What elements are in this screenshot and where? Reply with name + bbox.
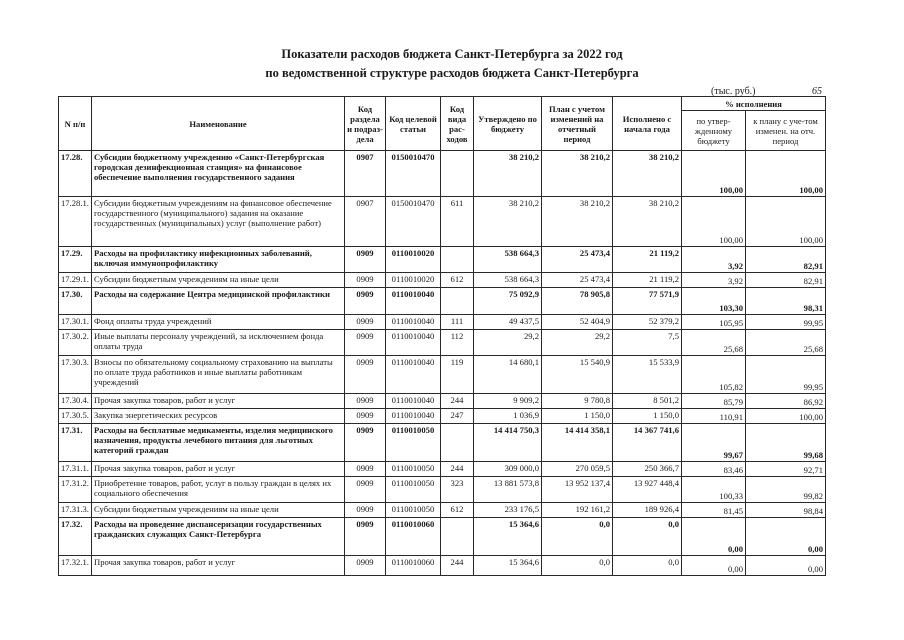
header-name: Наименование	[92, 97, 345, 151]
header-pct-budget: по утвер-жденному бюджету	[682, 111, 746, 151]
row-number: 17.30.5.	[59, 409, 92, 424]
row-pct-budget: 81,45	[682, 503, 746, 518]
row-expense-type: 111	[441, 315, 474, 330]
row-section-code: 0907	[345, 151, 386, 197]
row-executed: 52 379,2	[613, 315, 682, 330]
row-plan: 25 473,4	[542, 247, 613, 273]
row-target-code: 0110010040	[386, 330, 441, 356]
row-pct-plan: 100,00	[746, 151, 826, 197]
row-expense-type: 612	[441, 503, 474, 518]
row-expense-type	[441, 288, 474, 315]
row-executed: 189 926,4	[613, 503, 682, 518]
row-pct-plan: 0,00	[746, 518, 826, 556]
row-executed: 77 571,9	[613, 288, 682, 315]
row-expense-type	[441, 518, 474, 556]
document-title-line-2: по ведомственной структуре расходов бюджета Санкт-Петербурга	[265, 66, 639, 80]
row-pct-plan: 0,00	[746, 556, 826, 576]
row-pct-plan: 82,91	[746, 247, 826, 273]
row-expense-type	[441, 424, 474, 462]
row-target-code: 0150010470	[386, 197, 441, 247]
row-target-code: 0110010060	[386, 518, 441, 556]
row-number: 17.31.	[59, 424, 92, 462]
row-pct-budget: 85,79	[682, 394, 746, 409]
row-pct-plan: 86,92	[746, 394, 826, 409]
row-expense-type	[441, 151, 474, 197]
row-name: Расходы на проведение диспансеризации государственных гражданских служащих Санкт-Петербурга	[92, 518, 345, 556]
table-row	[59, 151, 826, 197]
row-section-code: 0909	[345, 503, 386, 518]
row-name: Закупка энергетических ресурсов	[92, 409, 345, 424]
table-row	[59, 462, 826, 477]
table-row	[59, 518, 826, 556]
row-plan: 1 150,0	[542, 409, 613, 424]
row-section-code: 0909	[345, 288, 386, 315]
row-number: 17.28.1.	[59, 197, 92, 247]
row-approved: 38 210,2	[474, 197, 542, 247]
table-row	[59, 409, 826, 424]
table-row	[59, 315, 826, 330]
row-approved: 1 036,9	[474, 409, 542, 424]
row-executed: 13 927 448,4	[613, 477, 682, 503]
row-name: Фонд оплаты труда учреждений	[92, 315, 345, 330]
row-approved: 29,2	[474, 330, 542, 356]
row-number: 17.31.3.	[59, 503, 92, 518]
row-name: Взносы по обязательному социальному страхованию на выплаты по оплате труда работников и иные выплаты работникам учреждений	[92, 356, 345, 394]
row-name: Прочая закупка товаров, работ и услуг	[92, 556, 345, 576]
row-pct-plan: 99,95	[746, 356, 826, 394]
header-plan: План с учетом изменений на отчетный период	[542, 97, 613, 151]
table-row	[59, 330, 826, 356]
table-row	[59, 477, 826, 503]
row-pct-budget: 25,68	[682, 330, 746, 356]
row-approved: 38 210,2	[474, 151, 542, 197]
row-approved: 9 909,2	[474, 394, 542, 409]
row-pct-budget: 3,92	[682, 273, 746, 288]
table-body	[59, 151, 826, 576]
row-section-code: 0909	[345, 356, 386, 394]
row-pct-plan: 92,71	[746, 462, 826, 477]
row-executed: 0,0	[613, 518, 682, 556]
row-name: Прочая закупка товаров, работ и услуг	[92, 394, 345, 409]
table-row	[59, 394, 826, 409]
row-target-code: 0110010040	[386, 315, 441, 330]
row-section-code: 0909	[345, 394, 386, 409]
row-pct-budget: 105,95	[682, 315, 746, 330]
row-expense-type: 119	[441, 356, 474, 394]
row-number: 17.31.1.	[59, 462, 92, 477]
row-section-code: 0909	[345, 273, 386, 288]
row-target-code: 0110010040	[386, 394, 441, 409]
row-executed: 21 119,2	[613, 247, 682, 273]
unit-label: (тыс. руб.)	[711, 86, 756, 97]
table-row	[59, 424, 826, 462]
row-plan: 38 210,2	[542, 151, 613, 197]
row-name: Субсидии бюджетным учреждениям на иные цели	[92, 273, 345, 288]
header-expense-type-code: Код вида рас-ходов	[441, 97, 474, 151]
row-pct-budget: 100,00	[682, 197, 746, 247]
row-plan: 13 952 137,4	[542, 477, 613, 503]
row-number: 17.30.	[59, 288, 92, 315]
table-row	[59, 273, 826, 288]
row-expense-type: 244	[441, 394, 474, 409]
row-section-code: 0909	[345, 477, 386, 503]
row-pct-plan: 98,84	[746, 503, 826, 518]
row-name: Субсидии бюджетным учреждениям на иные цели	[92, 503, 345, 518]
row-approved: 538 664,3	[474, 273, 542, 288]
row-approved: 49 437,5	[474, 315, 542, 330]
row-pct-plan: 25,68	[746, 330, 826, 356]
header-executed: Исполнено с начала года	[613, 97, 682, 151]
row-name: Приобретение товаров, работ, услуг в пользу граждан в целях их социального обеспечения	[92, 477, 345, 503]
row-approved: 233 176,5	[474, 503, 542, 518]
row-name: Субсидии бюджетным учреждениям на финансовое обеспечение государственного (муниципального) задания на оказание государственных (муниципальных) услуг (выполнение работ)	[92, 197, 345, 247]
row-executed: 21 119,2	[613, 273, 682, 288]
row-plan: 15 540,9	[542, 356, 613, 394]
row-target-code: 0110010050	[386, 477, 441, 503]
row-target-code: 0110010040	[386, 409, 441, 424]
table-row	[59, 356, 826, 394]
row-target-code: 0110010040	[386, 356, 441, 394]
row-executed: 0,0	[613, 556, 682, 576]
header-approved: Утверждено по бюджету	[474, 97, 542, 151]
row-approved: 538 664,3	[474, 247, 542, 273]
row-number: 17.29.1.	[59, 273, 92, 288]
row-plan: 0,0	[542, 518, 613, 556]
table-row	[59, 288, 826, 315]
row-name: Субсидии бюджетному учреждению «Санкт-Петербургская городская дезинфекционная станция» на финансовое обеспечение выполнения государственного задания	[92, 151, 345, 197]
row-pct-plan: 98,31	[746, 288, 826, 315]
row-name: Расходы на бесплатные медикаменты, изделия медицинского назначения, продукты лечебного питания для льготных категорий граждан	[92, 424, 345, 462]
row-section-code: 0909	[345, 462, 386, 477]
row-pct-plan: 99,95	[746, 315, 826, 330]
row-plan: 9 780,8	[542, 394, 613, 409]
row-number: 17.30.1.	[59, 315, 92, 330]
row-number: 17.30.2.	[59, 330, 92, 356]
row-name: Расходы на содержание Центра медицинской профилактики	[92, 288, 345, 315]
table-row	[59, 247, 826, 273]
row-target-code: 0110010050	[386, 462, 441, 477]
row-target-code: 0110010020	[386, 247, 441, 273]
row-pct-budget: 83,46	[682, 462, 746, 477]
row-target-code: 0150010470	[386, 151, 441, 197]
row-approved: 15 364,6	[474, 518, 542, 556]
row-executed: 7,5	[613, 330, 682, 356]
row-number: 17.28.	[59, 151, 92, 197]
row-approved: 14 414 750,3	[474, 424, 542, 462]
row-section-code: 0909	[345, 315, 386, 330]
row-plan: 78 905,8	[542, 288, 613, 315]
row-approved: 13 881 573,8	[474, 477, 542, 503]
row-pct-plan: 100,00	[746, 197, 826, 247]
row-approved: 15 364,6	[474, 556, 542, 576]
row-section-code: 0909	[345, 424, 386, 462]
row-plan: 38 210,2	[542, 197, 613, 247]
row-expense-type: 247	[441, 409, 474, 424]
row-pct-budget: 3,92	[682, 247, 746, 273]
row-target-code: 0110010040	[386, 288, 441, 315]
row-executed: 1 150,0	[613, 409, 682, 424]
row-pct-budget: 99,67	[682, 424, 746, 462]
row-pct-budget: 0,00	[682, 556, 746, 576]
row-number: 17.31.2.	[59, 477, 92, 503]
row-pct-budget: 105,82	[682, 356, 746, 394]
row-target-code: 0110010060	[386, 556, 441, 576]
row-expense-type: 112	[441, 330, 474, 356]
row-section-code: 0909	[345, 409, 386, 424]
row-approved: 309 000,0	[474, 462, 542, 477]
row-pct-budget: 103,30	[682, 288, 746, 315]
row-pct-budget: 110,91	[682, 409, 746, 424]
row-number: 17.32.1.	[59, 556, 92, 576]
table-row	[59, 197, 826, 247]
row-pct-plan: 82,91	[746, 273, 826, 288]
row-executed: 14 367 741,6	[613, 424, 682, 462]
row-approved: 75 092,9	[474, 288, 542, 315]
row-expense-type: 611	[441, 197, 474, 247]
row-plan: 52 404,9	[542, 315, 613, 330]
row-executed: 38 210,2	[613, 151, 682, 197]
row-name: Прочая закупка товаров, работ и услуг	[92, 462, 345, 477]
row-expense-type	[441, 247, 474, 273]
row-section-code: 0909	[345, 556, 386, 576]
header-section-code: Код раздела и подраз-дела	[345, 97, 386, 151]
row-name: Расходы на профилактику инфекционных заболеваний, включая иммунопрофилактику	[92, 247, 345, 273]
row-approved: 14 680,1	[474, 356, 542, 394]
row-pct-plan: 99,82	[746, 477, 826, 503]
row-plan: 14 414 358,1	[542, 424, 613, 462]
row-plan: 29,2	[542, 330, 613, 356]
row-expense-type: 244	[441, 462, 474, 477]
row-number: 17.29.	[59, 247, 92, 273]
header-target-code: Код целевой статьи	[386, 97, 441, 151]
row-number: 17.30.4.	[59, 394, 92, 409]
row-target-code: 0110010050	[386, 424, 441, 462]
row-target-code: 0110010050	[386, 503, 441, 518]
table-row	[59, 503, 826, 518]
row-expense-type: 323	[441, 477, 474, 503]
row-plan: 192 161,2	[542, 503, 613, 518]
row-executed: 8 501,2	[613, 394, 682, 409]
document-title-line-1: Показатели расходов бюджета Санкт-Петербурга за 2022 год	[281, 47, 623, 61]
header-pct-plan: к плану с уче-том изменен. на отч. период	[746, 111, 826, 151]
row-expense-type: 244	[441, 556, 474, 576]
row-section-code: 0907	[345, 197, 386, 247]
row-pct-plan: 100,00	[746, 409, 826, 424]
row-plan: 0,0	[542, 556, 613, 576]
row-section-code: 0909	[345, 247, 386, 273]
row-number: 17.30.3.	[59, 356, 92, 394]
table-row	[59, 556, 826, 576]
row-section-code: 0909	[345, 518, 386, 556]
row-target-code: 0110010020	[386, 273, 441, 288]
row-pct-plan: 99,68	[746, 424, 826, 462]
row-executed: 250 366,7	[613, 462, 682, 477]
row-pct-budget: 100,00	[682, 151, 746, 197]
page-number: 65	[812, 86, 822, 97]
row-pct-budget: 100,33	[682, 477, 746, 503]
row-executed: 38 210,2	[613, 197, 682, 247]
row-number: 17.32.	[59, 518, 92, 556]
row-pct-budget: 0,00	[682, 518, 746, 556]
header-percent-group: % исполнения	[682, 97, 826, 111]
row-expense-type: 612	[441, 273, 474, 288]
row-name: Иные выплаты персоналу учреждений, за исключением фонда оплаты труда	[92, 330, 345, 356]
expenses-table	[58, 96, 826, 576]
row-executed: 15 533,9	[613, 356, 682, 394]
row-plan: 270 059,5	[542, 462, 613, 477]
header-num: N п/п	[59, 97, 92, 151]
row-plan: 25 473,4	[542, 273, 613, 288]
row-section-code: 0909	[345, 330, 386, 356]
